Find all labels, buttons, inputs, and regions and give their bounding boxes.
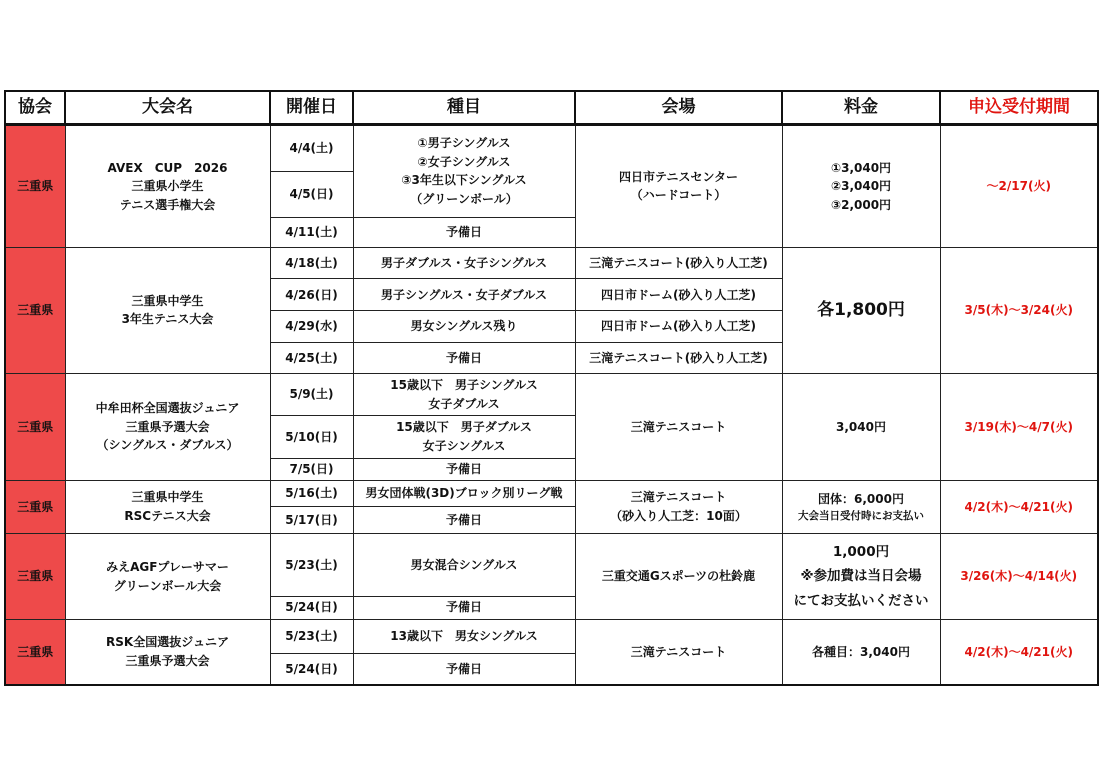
entry-period-cell: 3/19(木)～4/7(火)	[940, 373, 1098, 480]
association-cell: 三重県	[5, 125, 65, 248]
date-cell: 4/11(土)	[270, 217, 353, 247]
date-cell: 7/5(日)	[270, 458, 353, 480]
event-cell: 15歳以下 男子シングルス 女子ダブルス	[353, 373, 575, 415]
date-cell: 4/29(水)	[270, 311, 353, 342]
event-cell: 13歳以下 男女シングルス	[353, 619, 575, 653]
event-cell: 15歳以下 男子ダブルス 女子シングルス	[353, 416, 575, 458]
table-row	[5, 480, 1098, 506]
association-cell: 三重県	[5, 619, 65, 685]
event-cell: 予備日	[353, 596, 575, 619]
date-cell: 4/25(土)	[270, 342, 353, 373]
entry-period-cell: 4/2(木)～4/21(火)	[940, 480, 1098, 533]
date-cell: 5/17(日)	[270, 507, 353, 534]
header-venue: 会場	[575, 91, 782, 125]
event-cell: 男子ダブルス・女子シングルス	[353, 247, 575, 278]
fee-cell: 団体：6,000円 大会当日受付時にお支払い	[782, 480, 940, 533]
association-cell: 三重県	[5, 247, 65, 373]
entry-period-cell: 4/2(木)～4/21(火)	[940, 619, 1098, 685]
table-row	[5, 247, 1098, 278]
table-row	[5, 373, 1098, 415]
header-association: 協会	[5, 91, 65, 125]
event-cell: 男女団体戦(3D)ブロック別リーグ戦	[353, 480, 575, 506]
venue-cell: 四日市ドーム(砂入り人工芝)	[575, 311, 782, 342]
header-tournament-name: 大会名	[65, 91, 270, 125]
event-cell: 男女シングルス残り	[353, 311, 575, 342]
venue-cell: 三重交通Gスポーツの杜鈴鹿	[575, 534, 782, 620]
tournament-name: 三重県中学生 3年生テニス大会	[65, 247, 270, 373]
event-cell: 男子シングルス・女子ダブルス	[353, 279, 575, 311]
tournament-name: RSK全国選抜ジュニア 三重県予選大会	[65, 619, 270, 685]
header-event: 種目	[353, 91, 575, 125]
venue-cell: 三滝テニスコート(砂入り人工芝)	[575, 342, 782, 373]
date-cell: 5/10(日)	[270, 416, 353, 458]
association-cell: 三重県	[5, 534, 65, 620]
date-cell: 5/9(土)	[270, 373, 353, 415]
venue-cell: 三滝テニスコート	[575, 619, 782, 685]
table-row	[5, 125, 1098, 172]
table-row	[5, 619, 1098, 653]
tournament-name: みえAGFプレーサマー グリーンボール大会	[65, 534, 270, 620]
venue-cell: 三滝テニスコート	[575, 373, 782, 480]
fee-cell: ①3,040円 ②3,040円 ③2,000円	[782, 125, 940, 248]
tournament-name: 三重県中学生 RSCテニス大会	[65, 480, 270, 533]
date-cell: 5/24(日)	[270, 654, 353, 685]
entry-period-cell: ～2/17(火)	[940, 125, 1098, 248]
event-cell: 予備日	[353, 458, 575, 480]
association-cell: 三重県	[5, 373, 65, 480]
date-cell: 5/24(日)	[270, 596, 353, 619]
fee-cell: 3,040円	[782, 373, 940, 480]
date-cell: 4/18(土)	[270, 247, 353, 278]
event-cell: 男女混合シングルス	[353, 534, 575, 597]
event-cell: 予備日	[353, 342, 575, 373]
tournament-schedule-table	[4, 90, 1099, 686]
header-row	[5, 91, 1098, 125]
venue-cell: 四日市テニスセンター （ハードコート）	[575, 125, 782, 248]
tournament-name: AVEX CUP 2026 三重県小学生 テニス選手権大会	[65, 125, 270, 248]
venue-cell: 四日市ドーム(砂入り人工芝)	[575, 279, 782, 311]
header-entry-period: 申込受付期間	[940, 91, 1098, 125]
date-cell: 4/4(土)	[270, 125, 353, 172]
entry-period-cell: 3/5(木)～3/24(火)	[940, 247, 1098, 373]
venue-cell: 三滝テニスコート （砂入り人工芝：10面）	[575, 480, 782, 533]
date-cell: 4/5(日)	[270, 172, 353, 217]
event-cell: ①男子シングルス ②女子シングルス ③3年生以下シングルス （グリーンボール）	[353, 125, 575, 218]
date-cell: 4/26(日)	[270, 279, 353, 311]
date-cell: 5/16(土)	[270, 480, 353, 506]
entry-period-cell: 3/26(木)～4/14(火)	[940, 534, 1098, 620]
association-cell: 三重県	[5, 480, 65, 533]
tournament-name: 中牟田杯全国選抜ジュニア 三重県予選大会 （シングルス・ダブルス）	[65, 373, 270, 480]
date-cell: 5/23(土)	[270, 534, 353, 597]
event-cell: 予備日	[353, 654, 575, 685]
fee-cell: 各1,800円	[782, 247, 940, 373]
header-date: 開催日	[270, 91, 353, 125]
fee-cell: 各種目：3,040円	[782, 619, 940, 685]
event-cell: 予備日	[353, 507, 575, 534]
fee-cell: 1,000円 ※参加費は当日会場 にてお支払いください	[782, 534, 940, 620]
table-row	[5, 534, 1098, 597]
header-fee: 料金	[782, 91, 940, 125]
venue-cell: 三滝テニスコート(砂入り人工芝)	[575, 247, 782, 278]
event-cell: 予備日	[353, 217, 575, 247]
date-cell: 5/23(土)	[270, 619, 353, 653]
